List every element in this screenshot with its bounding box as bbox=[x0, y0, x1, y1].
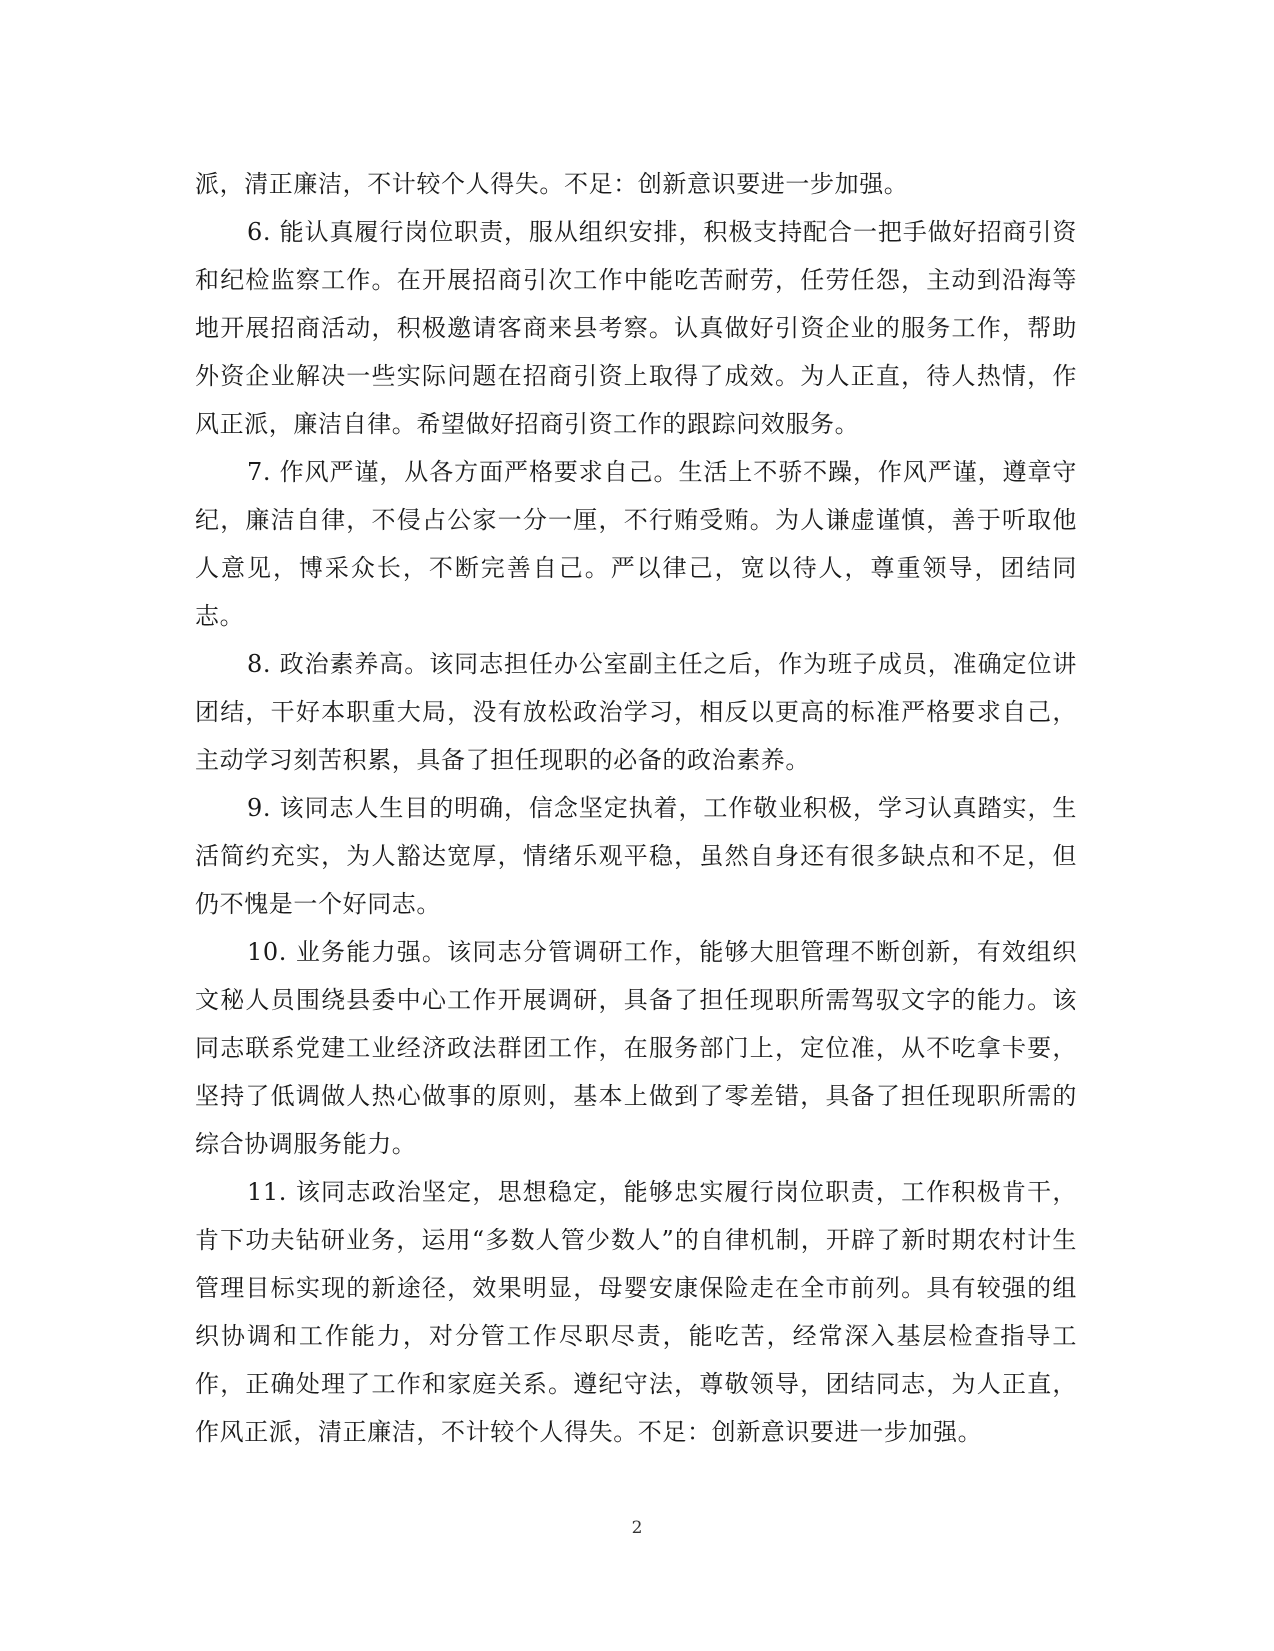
paragraph-item-10: 10. 业务能力强。该同志分管调研工作，能够大胆管理不断创新，有效组织文秘人员围绕县委中心工作开展调研，具备了担任现职所需驾驭文字的能力。该同志联系党建工业经济政法群团工作，在服务部门上，定位准，从不吃拿卡要，坚持了低调做人热心做事的原则，基本上做到了零差错，具备了担任现职所需的综合协调服务能力。 bbox=[195, 938, 1077, 1158]
paragraph-item-7: 7. 作风严谨，从各方面严格要求自己。生活上不骄不躁，作风严谨，遵章守纪，廉洁自律，不侵占公家一分一厘，不行贿受贿。为人谦虚谨慎，善于听取他人意见，博采众长，不断完善自己。严以律己，宽以待人，尊重领导，团结同志。 bbox=[195, 458, 1077, 630]
paragraph-continuation: 派，清正廉洁，不计较个人得失。不足：创新意识要进一步加强。 bbox=[195, 170, 909, 198]
paragraph-item-9: 9. 该同志人生目的明确，信念坚定执着，工作敬业积极，学习认真踏实，生活简约充实，为人豁达宽厚，情绪乐观平稳，虽然自身还有很多缺点和不足，但仍不愧是一个好同志。 bbox=[195, 794, 1077, 918]
paragraph-item-8: 8. 政治素养高。该同志担任办公室副主任之后，作为班子成员，准确定位讲团结，干好本职重大局，没有放松政治学习，相反以更高的标准严格要求自己，主动学习刻苦积累，具备了担任现职的必备的政治素养。 bbox=[195, 650, 1077, 774]
document-body bbox=[195, 160, 1077, 1456]
paragraph-item-11: 11. 该同志政治坚定，思想稳定，能够忠实履行岗位职责，工作积极肯干，肯下功夫钻研业务，运用“多数人管少数人”的自律机制，开辟了新时期农村计生管理目标实现的新途径，效果明显，母婴安康保险走在全市前列。具有较强的组织协调和工作能力，对分管工作尽职尽责，能吃苦，经常深入基层检查指导工作，正确处理了工作和家庭关系。遵纪守法，尊敬领导，团结同志，为人正直，作风正派，清正廉洁，不计较个人得失。不足：创新意识要进一步加强。 bbox=[195, 1178, 1077, 1446]
paragraph-item-6: 6. 能认真履行岗位职责，服从组织安排，积极支持配合一把手做好招商引资和纪检监察工作。在开展招商引次工作中能吃苦耐劳，任劳任怨，主动到沿海等地开展招商活动，积极邀请客商来县考察。认真做好引资企业的服务工作，帮助外资企业解决一些实际问题在招商引资上取得了成效。为人正直，待人热情，作风正派，廉洁自律。希望做好招商引资工作的跟踪问效服务。 bbox=[195, 218, 1077, 438]
page-number: 2 bbox=[631, 1518, 643, 1538]
